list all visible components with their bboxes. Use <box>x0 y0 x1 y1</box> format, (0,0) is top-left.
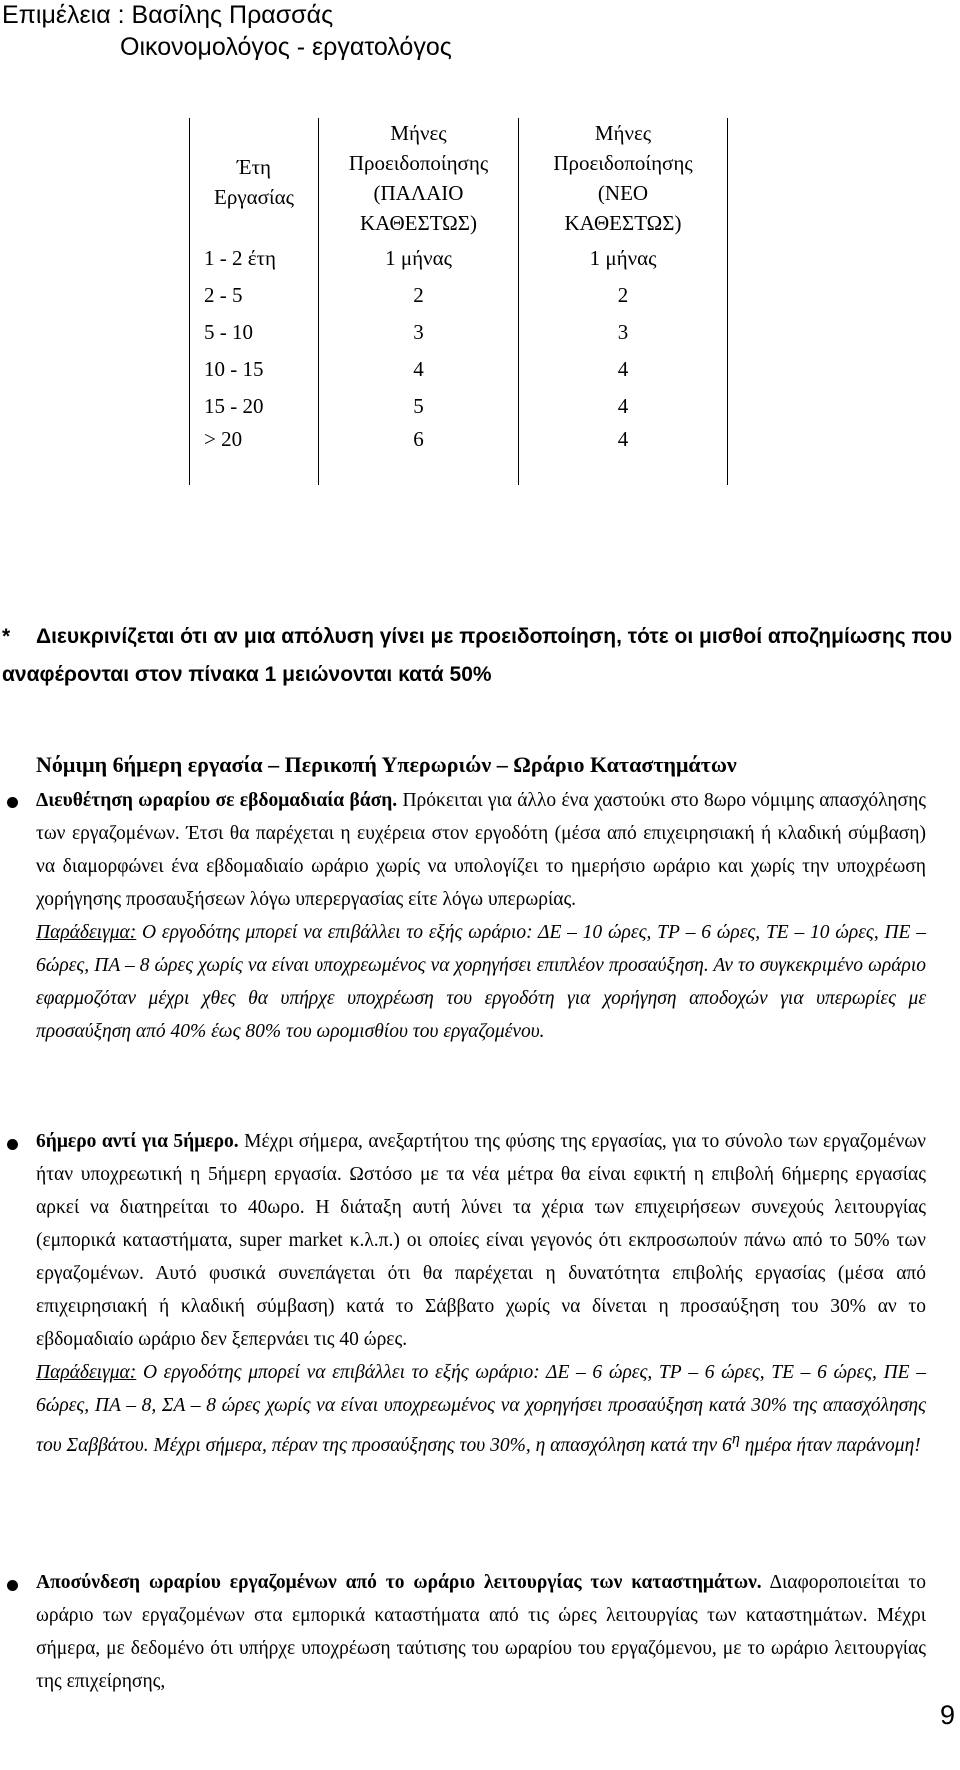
example-text-end: ημέρα ήταν παράνομη! <box>739 1434 921 1456</box>
header-text: (ΠΑΛΑΙΟ <box>373 181 464 205</box>
table-cell: 15 - 20 <box>190 388 319 425</box>
table-cell: 10 - 15 <box>190 351 319 388</box>
table-cell: 4 <box>519 388 728 425</box>
example-superscript: η <box>731 1429 740 1447</box>
example-label: Παράδειγμα: <box>36 922 137 943</box>
bullet-icon <box>4 1136 20 1152</box>
example-block <box>36 1362 926 1456</box>
paragraph-text: Μέχρι σήμερα, ανεξαρτήτου της φύσης της εργασίας, για το σύνολο των εργαζομένων ήταν υποχρεωτική η 5ήμερη εργασία. Ωστόσο με τα νέα μέτρα θα είναι εφικτή η επιβολή 6ήμερης εργασίας αρκεί να διατηρείται το 40ωρο. Η διάταξη αυτή λύνει τα χέρια των επιχειρήσεων συνεχούς λειτουργίας (εμπορικά καταστήματα, super market κ.λ.π.) οι οποίες είναι γεγονός ότι εκπροσωπούν πάνω από το 50% των εργαζομένων. Αυτό φυσικά συνεπάγεται ότι θα παρέχεται η δυνατότητα επιβολής εργασίας (μέσα από επιχειρησιακή ή κλαδική σύμβαση) κατά το Σάββατο χωρίς να δίνεται η προσαύξηση του 30% αν το εβδομαδιαίο ωράριο δεν ξεπερνάει τις 40 ώρες. <box>36 1131 926 1350</box>
notice-period-table <box>189 118 728 485</box>
header-text: Προειδοποίησης <box>553 151 693 175</box>
table-row <box>190 314 728 351</box>
header-text: ΚΑΘΕΣΤΩΣ) <box>564 211 682 235</box>
header-author: Επιμέλεια : Βασίλης Πρασσάς <box>2 1 334 29</box>
table-row <box>190 425 728 485</box>
table-cell: 4 <box>519 425 728 485</box>
paragraph-heading: 6ήμερο αντί για 5ήμερο. <box>36 1131 239 1152</box>
table-cell: 2 <box>319 277 519 314</box>
reduction-note <box>2 618 958 694</box>
table-cell: 2 - 5 <box>190 277 319 314</box>
note-asterisk: * <box>2 625 11 648</box>
table-cell: 6 <box>319 425 519 485</box>
note-text: Διευκρινίζεται ότι αν μια απόλυση γίνει με προειδοποίηση, τότε οι μισθοί αποζημίωσης που αναφέρονται στον πίνακα 1 μειώνονται κατά 50% <box>2 625 953 686</box>
table-cell: 4 <box>519 351 728 388</box>
header-text: ΚΑΘΕΣΤΩΣ) <box>360 211 477 235</box>
table-cell: 1 μήνας <box>319 240 519 277</box>
bullet-icon <box>4 1577 20 1593</box>
table-cell: 1 - 2 έτη <box>190 240 319 277</box>
header-old-regime <box>319 118 519 240</box>
table-cell: 1 μήνας <box>519 240 728 277</box>
paragraph-text: Πρόκειται για άλλο ένα χαστούκι στο 8ωρο νόμιμης απασχόλησης των εργαζομένων. Έτσι θα παρέχεται η ευχέρεια στον εργοδότη (μέσα από επιχειρησιακή ή κλαδική σύμβαση) να διαμορφώνει ένα εβδομαδιαίο ωράριο χωρίς να υπολογίζει το ημερήσιο ωράριο και χωρίς την υποχρέωση χορήγησης προσαυξήσεων λόγω υπερεργασίας είτε λόγω υπερωρίας. <box>36 790 926 910</box>
paragraph-store-hours <box>36 1566 926 1698</box>
table-row <box>190 351 728 388</box>
paragraph-heading: Αποσύνδεση ωραρίου εργαζομένων από το ωράριο λειτουργίας των καταστημάτων. <box>36 1572 762 1593</box>
header-text: Προειδοποίησης <box>348 151 489 175</box>
header-text: Μήνες <box>594 121 652 145</box>
table-row <box>190 277 728 314</box>
header-text: Εργασίας <box>214 185 294 209</box>
header-new-regime <box>519 118 728 240</box>
section-title-text: Νόμιμη 6ήμερη εργασία – Περικοπή Υπερωριών – Ωράριο Καταστημάτων <box>36 752 737 777</box>
example-text: Ο εργοδότης μπορεί να επιβάλλει το εξής ωράριο: ΔΕ – 10 ώρες, ΤΡ – 6 ώρες, ΤΕ – 10 ώρες, ΠΕ – 6ώρες, ΠΑ – 8 ώρες χωρίς να είναι υποχρεωμένος να χορηγήσει επιπλέον προσαύξηση. Αν το συγκεκριμένο ωράριο εφαρμοζόταν μέχρι χθες θα υπήρχε υποχρέωση του εργοδότη για χορήγηση αποδοχών για υπερωρίες με προσαύξηση από 40% έως 80% του ωρομισθίου του εργαζομένου. <box>36 922 926 1042</box>
table-row <box>190 388 728 425</box>
table-cell: 2 <box>519 277 728 314</box>
header-text: Μήνες <box>390 121 447 145</box>
example-text: Ο εργοδότης μπορεί να επιβάλλει το εξής ωράριο: ΔΕ – 6 ώρες, ΤΡ – 6 ώρες, ΤΕ – 6 ώρες, ΠΕ – 6ώρες, ΠΑ – 8, ΣΑ – 8 ώρες χωρίς να είναι υποχρεωμένος να χορηγήσει προσαύξηση κατά 30% της απασχόλησης του Σαββάτου. Μέχρι σήμερα, πέραν της προσαύξησης του 30%, η απασχόληση κατά την 6 <box>36 1362 926 1456</box>
header-role: Οικονομολόγος - εργατολόγος <box>120 33 452 61</box>
table-cell: 5 - 10 <box>190 314 319 351</box>
table-cell: 3 <box>319 314 519 351</box>
table-header-row <box>190 118 728 240</box>
header-text: Έτη <box>237 155 271 179</box>
paragraph-weekly-schedule <box>36 784 926 1048</box>
paragraph-six-day-week <box>36 1125 926 1462</box>
paragraph-heading: Διευθέτηση ωραρίου σε εβδομαδιαία βάση. <box>36 790 398 811</box>
table-cell: > 20 <box>190 425 319 485</box>
section-title <box>36 752 737 778</box>
table-row <box>190 240 728 277</box>
header-years <box>190 118 319 240</box>
table-cell: 3 <box>519 314 728 351</box>
bullet-icon <box>4 794 20 810</box>
paragraph-text: Διαφοροποιείται το ωράριο των εργαζομένων στα εμπορικά καταστήματα από τις ώρες λειτουργίας των καταστημάτων. Μέχρι σήμερα, με δεδομένο ότι υπήρχε υποχρέωση ταύτισης του ωραρίου του εργαζόμενου, με το ωράριο λειτουργίας της επιχείρησης, <box>36 1572 926 1692</box>
example-label: Παράδειγμα: <box>36 1362 137 1383</box>
table-cell: 4 <box>319 351 519 388</box>
page-number: 9 <box>939 1700 955 1730</box>
header-text: (ΝΕΟ <box>597 181 649 205</box>
example-block <box>36 922 926 1042</box>
table-cell: 5 <box>319 388 519 425</box>
